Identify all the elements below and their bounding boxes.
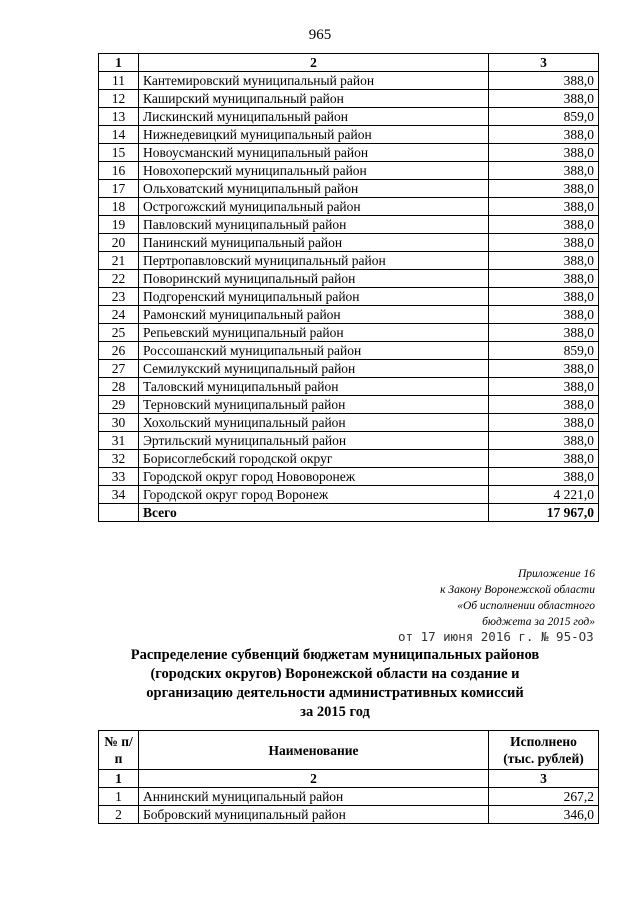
row-name: Аннинский муниципальный район bbox=[139, 788, 489, 806]
row-name: Таловский муниципальный район bbox=[139, 378, 489, 396]
row-number: 11 bbox=[99, 72, 139, 90]
row-name: Павловский муниципальный район bbox=[139, 216, 489, 234]
row-name: Панинский муниципальный район bbox=[139, 234, 489, 252]
title-line-2: (городских округов) Воронежской области на создание и bbox=[150, 666, 520, 682]
row-name: Городской округ город Воронеж bbox=[139, 486, 489, 504]
row-name: Терновский муниципальный район bbox=[139, 396, 489, 414]
row-value: 388,0 bbox=[489, 360, 599, 378]
column-number-row bbox=[99, 54, 599, 72]
row-number: 17 bbox=[99, 180, 139, 198]
row-name: Подгоренский муниципальный район bbox=[139, 288, 489, 306]
total-label: Всего bbox=[139, 504, 489, 522]
law-date-stamp: от 17 июня 2016 г. № 95-ОЗ bbox=[398, 629, 594, 644]
table-row bbox=[99, 360, 599, 378]
row-number: 22 bbox=[99, 270, 139, 288]
row-name: Россошанский муниципальный район bbox=[139, 342, 489, 360]
appendix-law: к Закону Воронежской области bbox=[440, 584, 595, 596]
table-row bbox=[99, 72, 599, 90]
row-name: Острогожский муниципальный район bbox=[139, 198, 489, 216]
row-number: 15 bbox=[99, 144, 139, 162]
row-name: Новоусманский муниципальный район bbox=[139, 144, 489, 162]
subsidy-table-continued bbox=[98, 53, 599, 522]
row-value: 388,0 bbox=[489, 288, 599, 306]
row-name: Семилукский муниципальный район bbox=[139, 360, 489, 378]
table-row bbox=[99, 162, 599, 180]
row-value: 859,0 bbox=[489, 342, 599, 360]
row-value: 859,0 bbox=[489, 108, 599, 126]
row-number: 13 bbox=[99, 108, 139, 126]
row-name: Эртильский муниципальный район bbox=[139, 432, 489, 450]
row-value: 267,2 bbox=[489, 788, 599, 806]
row-value: 388,0 bbox=[489, 126, 599, 144]
table-row bbox=[99, 90, 599, 108]
row-value: 346,0 bbox=[489, 806, 599, 824]
row-value: 388,0 bbox=[489, 468, 599, 486]
row-number: 19 bbox=[99, 216, 139, 234]
row-value: 388,0 bbox=[489, 162, 599, 180]
row-name: Репьевский муниципальный район bbox=[139, 324, 489, 342]
row-number: 21 bbox=[99, 252, 139, 270]
row-name: Кантемировский муниципальный район bbox=[139, 72, 489, 90]
row-value: 388,0 bbox=[489, 414, 599, 432]
commission-subsidy-table bbox=[98, 730, 599, 824]
appendix-law-title-cont: бюджета за 2015 год» bbox=[482, 616, 595, 628]
row-value: 388,0 bbox=[489, 270, 599, 288]
table-row bbox=[99, 432, 599, 450]
table-row bbox=[99, 396, 599, 414]
row-name: Бобровский муниципальный район bbox=[139, 806, 489, 824]
row-number: 16 bbox=[99, 162, 139, 180]
row-number: 34 bbox=[99, 486, 139, 504]
header-name: Наименование bbox=[139, 731, 489, 770]
title-line-1: Распределение субвенций бюджетам муниципальных районов bbox=[130, 647, 540, 663]
row-name: Ольховатский муниципальный район bbox=[139, 180, 489, 198]
row-value: 388,0 bbox=[489, 216, 599, 234]
total-empty-cell bbox=[99, 504, 139, 522]
row-value: 388,0 bbox=[489, 378, 599, 396]
table-row bbox=[99, 288, 599, 306]
table-row bbox=[99, 414, 599, 432]
total-value: 17 967,0 bbox=[489, 504, 599, 522]
row-value: 388,0 bbox=[489, 396, 599, 414]
document-title bbox=[130, 646, 540, 722]
header-value: Исполнено (тыс. рублей) bbox=[489, 731, 599, 770]
table-row bbox=[99, 486, 599, 504]
row-number: 30 bbox=[99, 414, 139, 432]
row-name: Поворинский муниципальный район bbox=[139, 270, 489, 288]
row-value: 388,0 bbox=[489, 306, 599, 324]
table-row bbox=[99, 270, 599, 288]
row-name: Пертропавловский муниципальный район bbox=[139, 252, 489, 270]
row-number: 24 bbox=[99, 306, 139, 324]
table-row bbox=[99, 788, 599, 806]
column-number-3: 3 bbox=[489, 54, 599, 72]
row-name: Хохольский муниципальный район bbox=[139, 414, 489, 432]
row-value: 388,0 bbox=[489, 198, 599, 216]
row-value: 388,0 bbox=[489, 90, 599, 108]
row-name: Новохоперский муниципальный район bbox=[139, 162, 489, 180]
page-number: 965 bbox=[308, 27, 332, 43]
row-value: 388,0 bbox=[489, 234, 599, 252]
row-name: Нижнедевицкий муниципальный район bbox=[139, 126, 489, 144]
table-row bbox=[99, 450, 599, 468]
table-row bbox=[99, 180, 599, 198]
row-number: 2 bbox=[99, 806, 139, 824]
table-row bbox=[99, 342, 599, 360]
table-row bbox=[99, 806, 599, 824]
table-row bbox=[99, 378, 599, 396]
table-row bbox=[99, 126, 599, 144]
row-name: Городской округ город Нововоронеж bbox=[139, 468, 489, 486]
appendix-reference bbox=[335, 566, 595, 630]
header-no: № п/п bbox=[99, 731, 139, 770]
table-row bbox=[99, 252, 599, 270]
row-number: 26 bbox=[99, 342, 139, 360]
row-number: 18 bbox=[99, 198, 139, 216]
title-line-4: за 2015 год bbox=[300, 704, 370, 720]
header-row bbox=[99, 731, 599, 770]
table-row bbox=[99, 306, 599, 324]
column-number-row bbox=[99, 770, 599, 788]
row-number: 23 bbox=[99, 288, 139, 306]
column-number-2: 2 bbox=[139, 770, 489, 788]
row-value: 388,0 bbox=[489, 252, 599, 270]
row-value: 4 221,0 bbox=[489, 486, 599, 504]
row-value: 388,0 bbox=[489, 324, 599, 342]
row-number: 20 bbox=[99, 234, 139, 252]
column-number-2: 2 bbox=[139, 54, 489, 72]
row-value: 388,0 bbox=[489, 432, 599, 450]
row-name: Рамонский муниципальный район bbox=[139, 306, 489, 324]
table-row bbox=[99, 144, 599, 162]
column-number-1: 1 bbox=[99, 54, 139, 72]
row-number: 25 bbox=[99, 324, 139, 342]
row-name: Борисоглебский городской округ bbox=[139, 450, 489, 468]
row-number: 33 bbox=[99, 468, 139, 486]
row-number: 12 bbox=[99, 90, 139, 108]
table-row bbox=[99, 468, 599, 486]
appendix-number: Приложение 16 bbox=[517, 568, 595, 580]
row-number: 32 bbox=[99, 450, 139, 468]
row-value: 388,0 bbox=[489, 144, 599, 162]
row-name: Каширский муниципальный район bbox=[139, 90, 489, 108]
table-row bbox=[99, 324, 599, 342]
row-number: 14 bbox=[99, 126, 139, 144]
row-number: 29 bbox=[99, 396, 139, 414]
row-number: 28 bbox=[99, 378, 139, 396]
appendix-law-title: «Об исполнении областного bbox=[457, 600, 595, 612]
table-row bbox=[99, 108, 599, 126]
title-line-3: организацию деятельности административных комиссий bbox=[146, 685, 524, 701]
row-number: 31 bbox=[99, 432, 139, 450]
table-row bbox=[99, 198, 599, 216]
row-value: 388,0 bbox=[489, 72, 599, 90]
row-value: 388,0 bbox=[489, 450, 599, 468]
column-number-1: 1 bbox=[99, 770, 139, 788]
total-row bbox=[99, 504, 599, 522]
row-number: 27 bbox=[99, 360, 139, 378]
table-row bbox=[99, 216, 599, 234]
table-row bbox=[99, 234, 599, 252]
column-number-3: 3 bbox=[489, 770, 599, 788]
row-name: Лискинский муниципальный район bbox=[139, 108, 489, 126]
row-value: 388,0 bbox=[489, 180, 599, 198]
row-number: 1 bbox=[99, 788, 139, 806]
